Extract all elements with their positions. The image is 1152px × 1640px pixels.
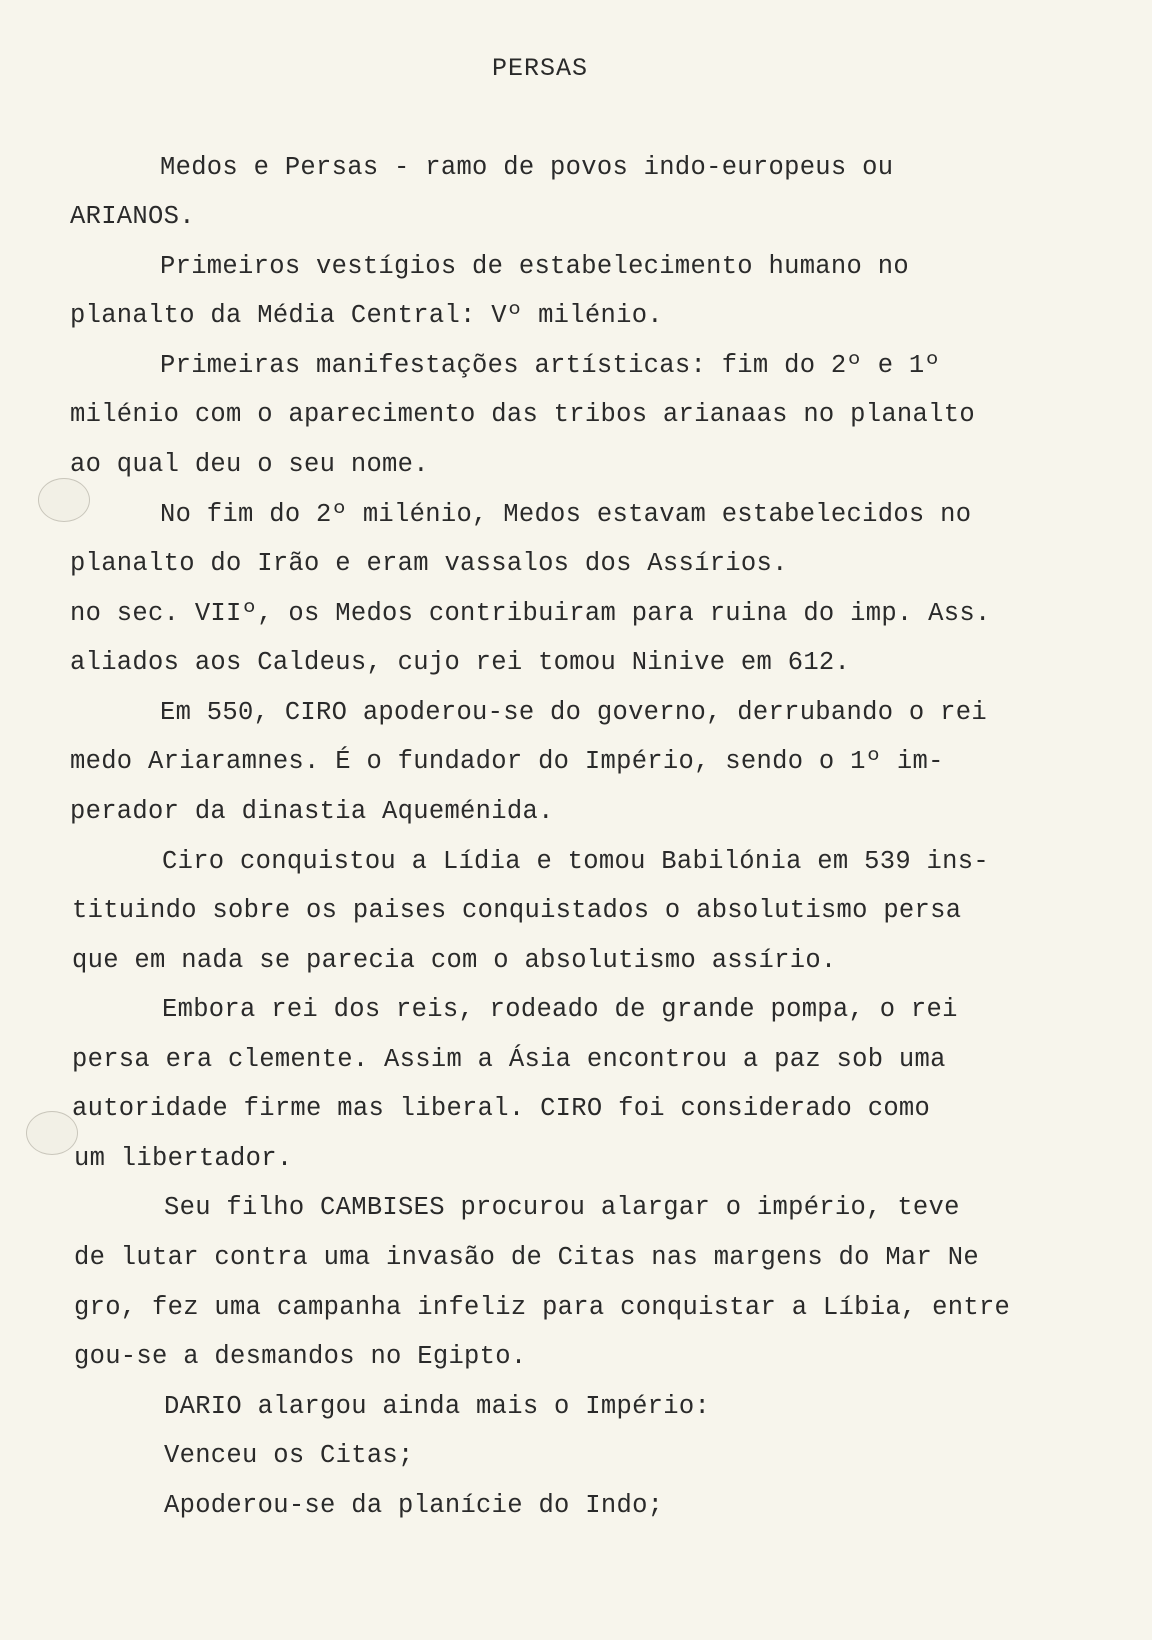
text-line: planalto da Média Central: Vº milénio. xyxy=(70,301,663,330)
text-line: Ciro conquistou a Lídia e tomou Babilónia em 539 ins- xyxy=(162,847,989,876)
text-line: No fim do 2º milénio, Medos estavam estabelecidos no xyxy=(160,500,972,529)
text-line: planalto do Irão e eram vassalos dos Assírios. xyxy=(70,549,788,578)
text-line: gou-se a desmandos no Egipto. xyxy=(74,1342,527,1371)
text-line: DARIO alargou ainda mais o Império: xyxy=(164,1392,711,1421)
text-line: Embora rei dos reis, rodeado de grande pompa, o rei xyxy=(162,995,958,1024)
text-line: aliados aos Caldeus, cujo rei tomou Ninive em 612. xyxy=(70,648,851,677)
punch-hole xyxy=(26,1111,78,1155)
text-line: Apoderou-se da planície do Indo; xyxy=(164,1491,664,1520)
text-line: de lutar contra uma invasão de Citas nas margens do Mar Ne xyxy=(74,1243,979,1272)
text-line: Venceu os Citas; xyxy=(164,1441,414,1470)
text-line: Primeiros vestígios de estabelecimento humano no xyxy=(160,252,909,281)
text-line: Em 550, CIRO apoderou-se do governo, derrubando o rei xyxy=(160,698,987,727)
page-title: PERSAS xyxy=(491,54,588,83)
punch-hole xyxy=(38,478,90,522)
text-line: Seu filho CAMBISES procurou alargar o império, teve xyxy=(164,1193,960,1222)
text-line: tituindo sobre os paises conquistados o absolutismo persa xyxy=(72,896,962,925)
text-line: Medos e Persas - ramo de povos indo-europeus ou xyxy=(160,153,894,182)
text-line: medo Ariaramnes. É o fundador do Império, sendo o 1º im- xyxy=(70,747,944,776)
text-line: ao qual deu o seu nome. xyxy=(70,450,429,479)
text-line: Primeiras manifestações artísticas: fim do 2º e 1º xyxy=(160,351,941,380)
text-line: perador da dinastia Aqueménida. xyxy=(70,797,554,826)
text-line: que em nada se parecia com o absolutismo assírio. xyxy=(72,946,837,975)
text-line: persa era clemente. Assim a Ásia encontrou a paz sob uma xyxy=(72,1045,946,1074)
text-line: no sec. VIIº, os Medos contribuiram para ruina do imp. Ass. xyxy=(70,599,991,628)
text-line: autoridade firme mas liberal. CIRO foi considerado como xyxy=(72,1094,931,1123)
text-line: um libertador. xyxy=(74,1144,293,1173)
text-line: gro, fez uma campanha infeliz para conquistar a Líbia, entre xyxy=(74,1293,1011,1322)
text-line: milénio com o aparecimento das tribos arianaas no planalto xyxy=(70,400,975,429)
text-line: ARIANOS. xyxy=(70,202,195,231)
